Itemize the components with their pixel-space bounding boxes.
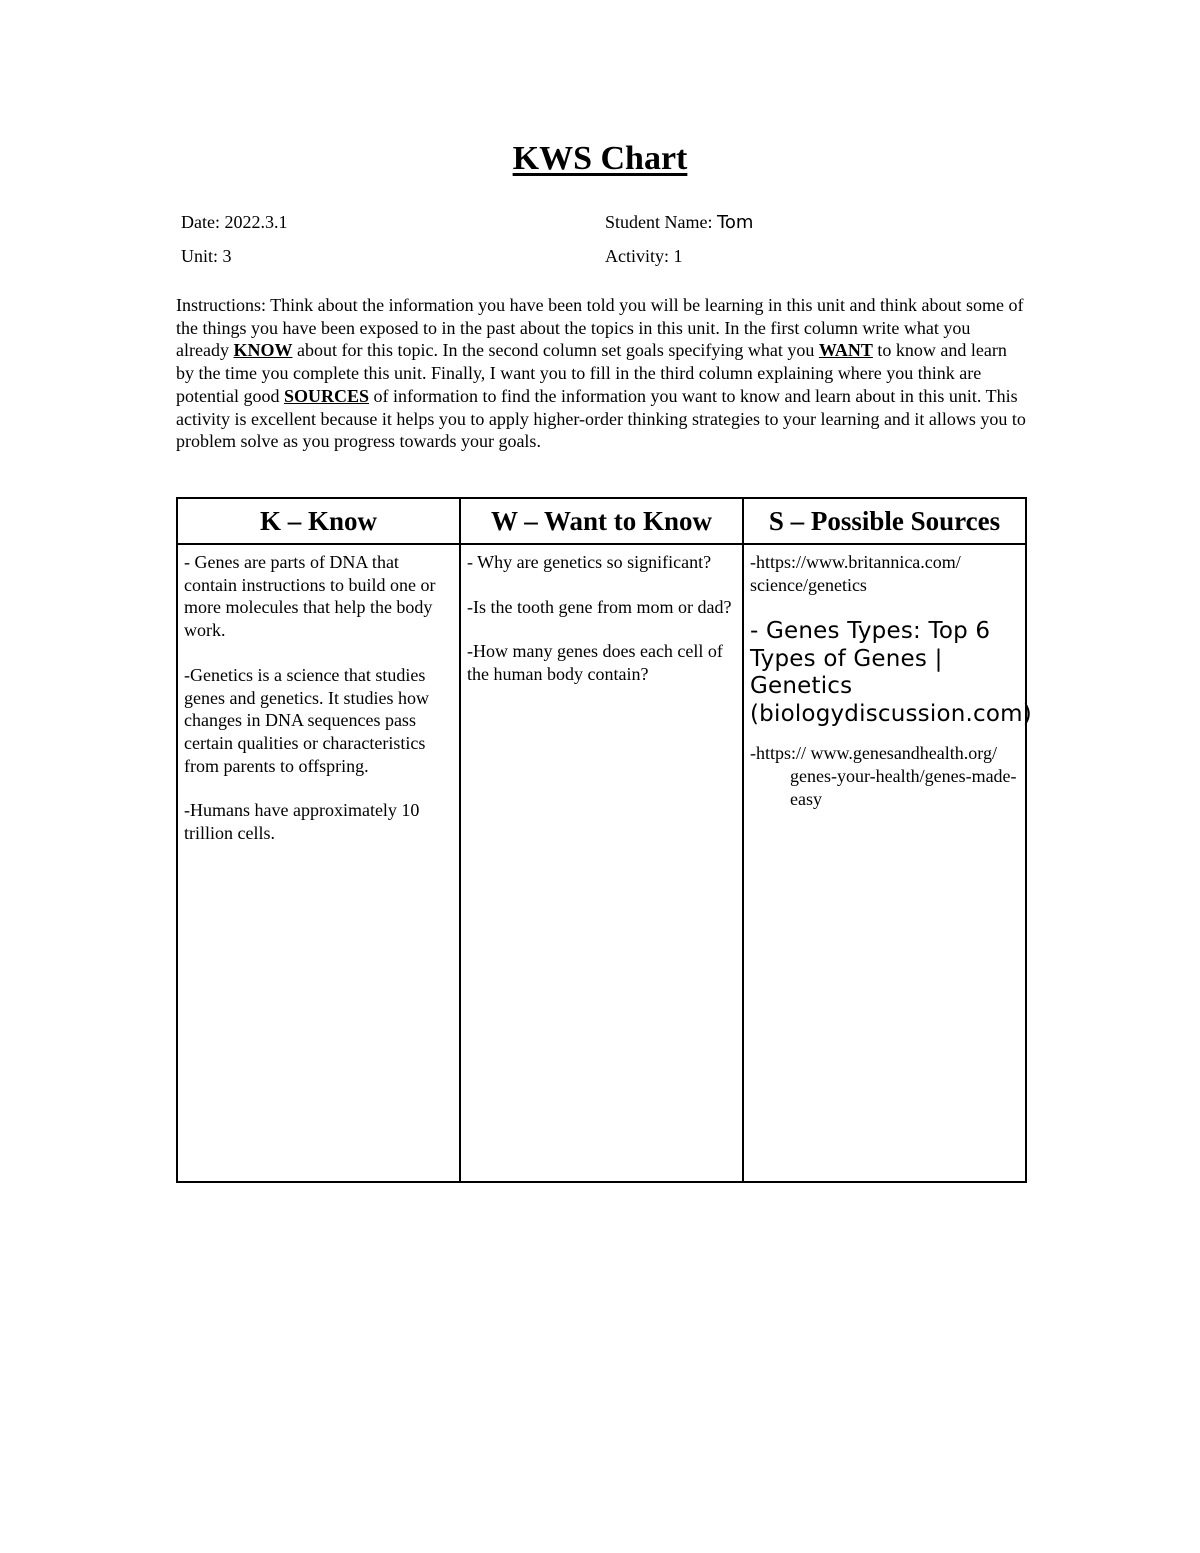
keyword-sources: SOURCES [283,385,370,406]
know-entry: - Genes are parts of DNA that contain instructions to build one or more molecules that help the body work. [184,552,436,641]
know-entry: -Genetics is a science that studies genes and genetics. It studies how changes in DNA sequences pass certain qualities or characteristics from parents to offspring. [184,664,429,776]
header-know: K – Know [177,498,460,544]
student-name-value: Tom [716,212,754,233]
instructions-text: Instructions: Think about the information you have been told you will be learning in this unit and think about some of the things you have been exposed to in the past about the topics in this unit. In the first column write what you already [176,295,1024,361]
want-entry: -Is the tooth gene from mom or dad? [467,596,732,617]
source-link[interactable]: -https://www.britannica.com/ science/genetics [750,552,961,595]
student-name-label: Student Name: [605,212,713,232]
student-name-field [605,211,753,234]
instructions-paragraph [176,294,1026,453]
want-column [460,544,743,1182]
instructions-text: of information to find the information you want to know and learn about in this unit. This activity is excellent because it helps you to apply higher-order thinking strategies to your learning and it allows you to problem solve as you progress towards your goals. [176,385,1026,452]
header-want: W – Want to Know [460,498,743,544]
sources-column [743,544,1032,1182]
know-column [177,544,460,1182]
header-sources: S – Possible Sources [743,498,1026,544]
keyword-want: WANT [818,340,873,361]
unit-field: Unit: 3 [181,246,232,266]
instructions-text: about for this topic. In the second column set goals specifying what you [292,340,819,361]
want-entry: -How many genes does each cell of the human body contain? [467,641,723,685]
kws-body-row [177,544,1026,1182]
know-entry: -Humans have approximately 10 trillion cells. [184,800,420,844]
keyword-know: KNOW [233,340,293,361]
source-link[interactable]: -https:// www.genesandhealth.org/ genes-your-health/genes-made-easy [750,743,1017,809]
source-link[interactable]: - Genes Types: Top 6 Types of Genes | Genetics (biologydiscussion.com) [750,618,1032,727]
activity-field: Activity: 1 [605,246,683,266]
kws-header-row [177,498,1026,544]
page-title: KWS Chart [512,140,688,177]
want-entry: - Why are genetics so significant? [467,552,712,572]
kws-table [176,497,1032,1183]
date-field: Date: 2022.3.1 [181,212,288,232]
instructions-text: to know and learn by the time you complete this unit. Finally, I want you to fill in the third column explaining where you think are potential good [176,340,1007,406]
